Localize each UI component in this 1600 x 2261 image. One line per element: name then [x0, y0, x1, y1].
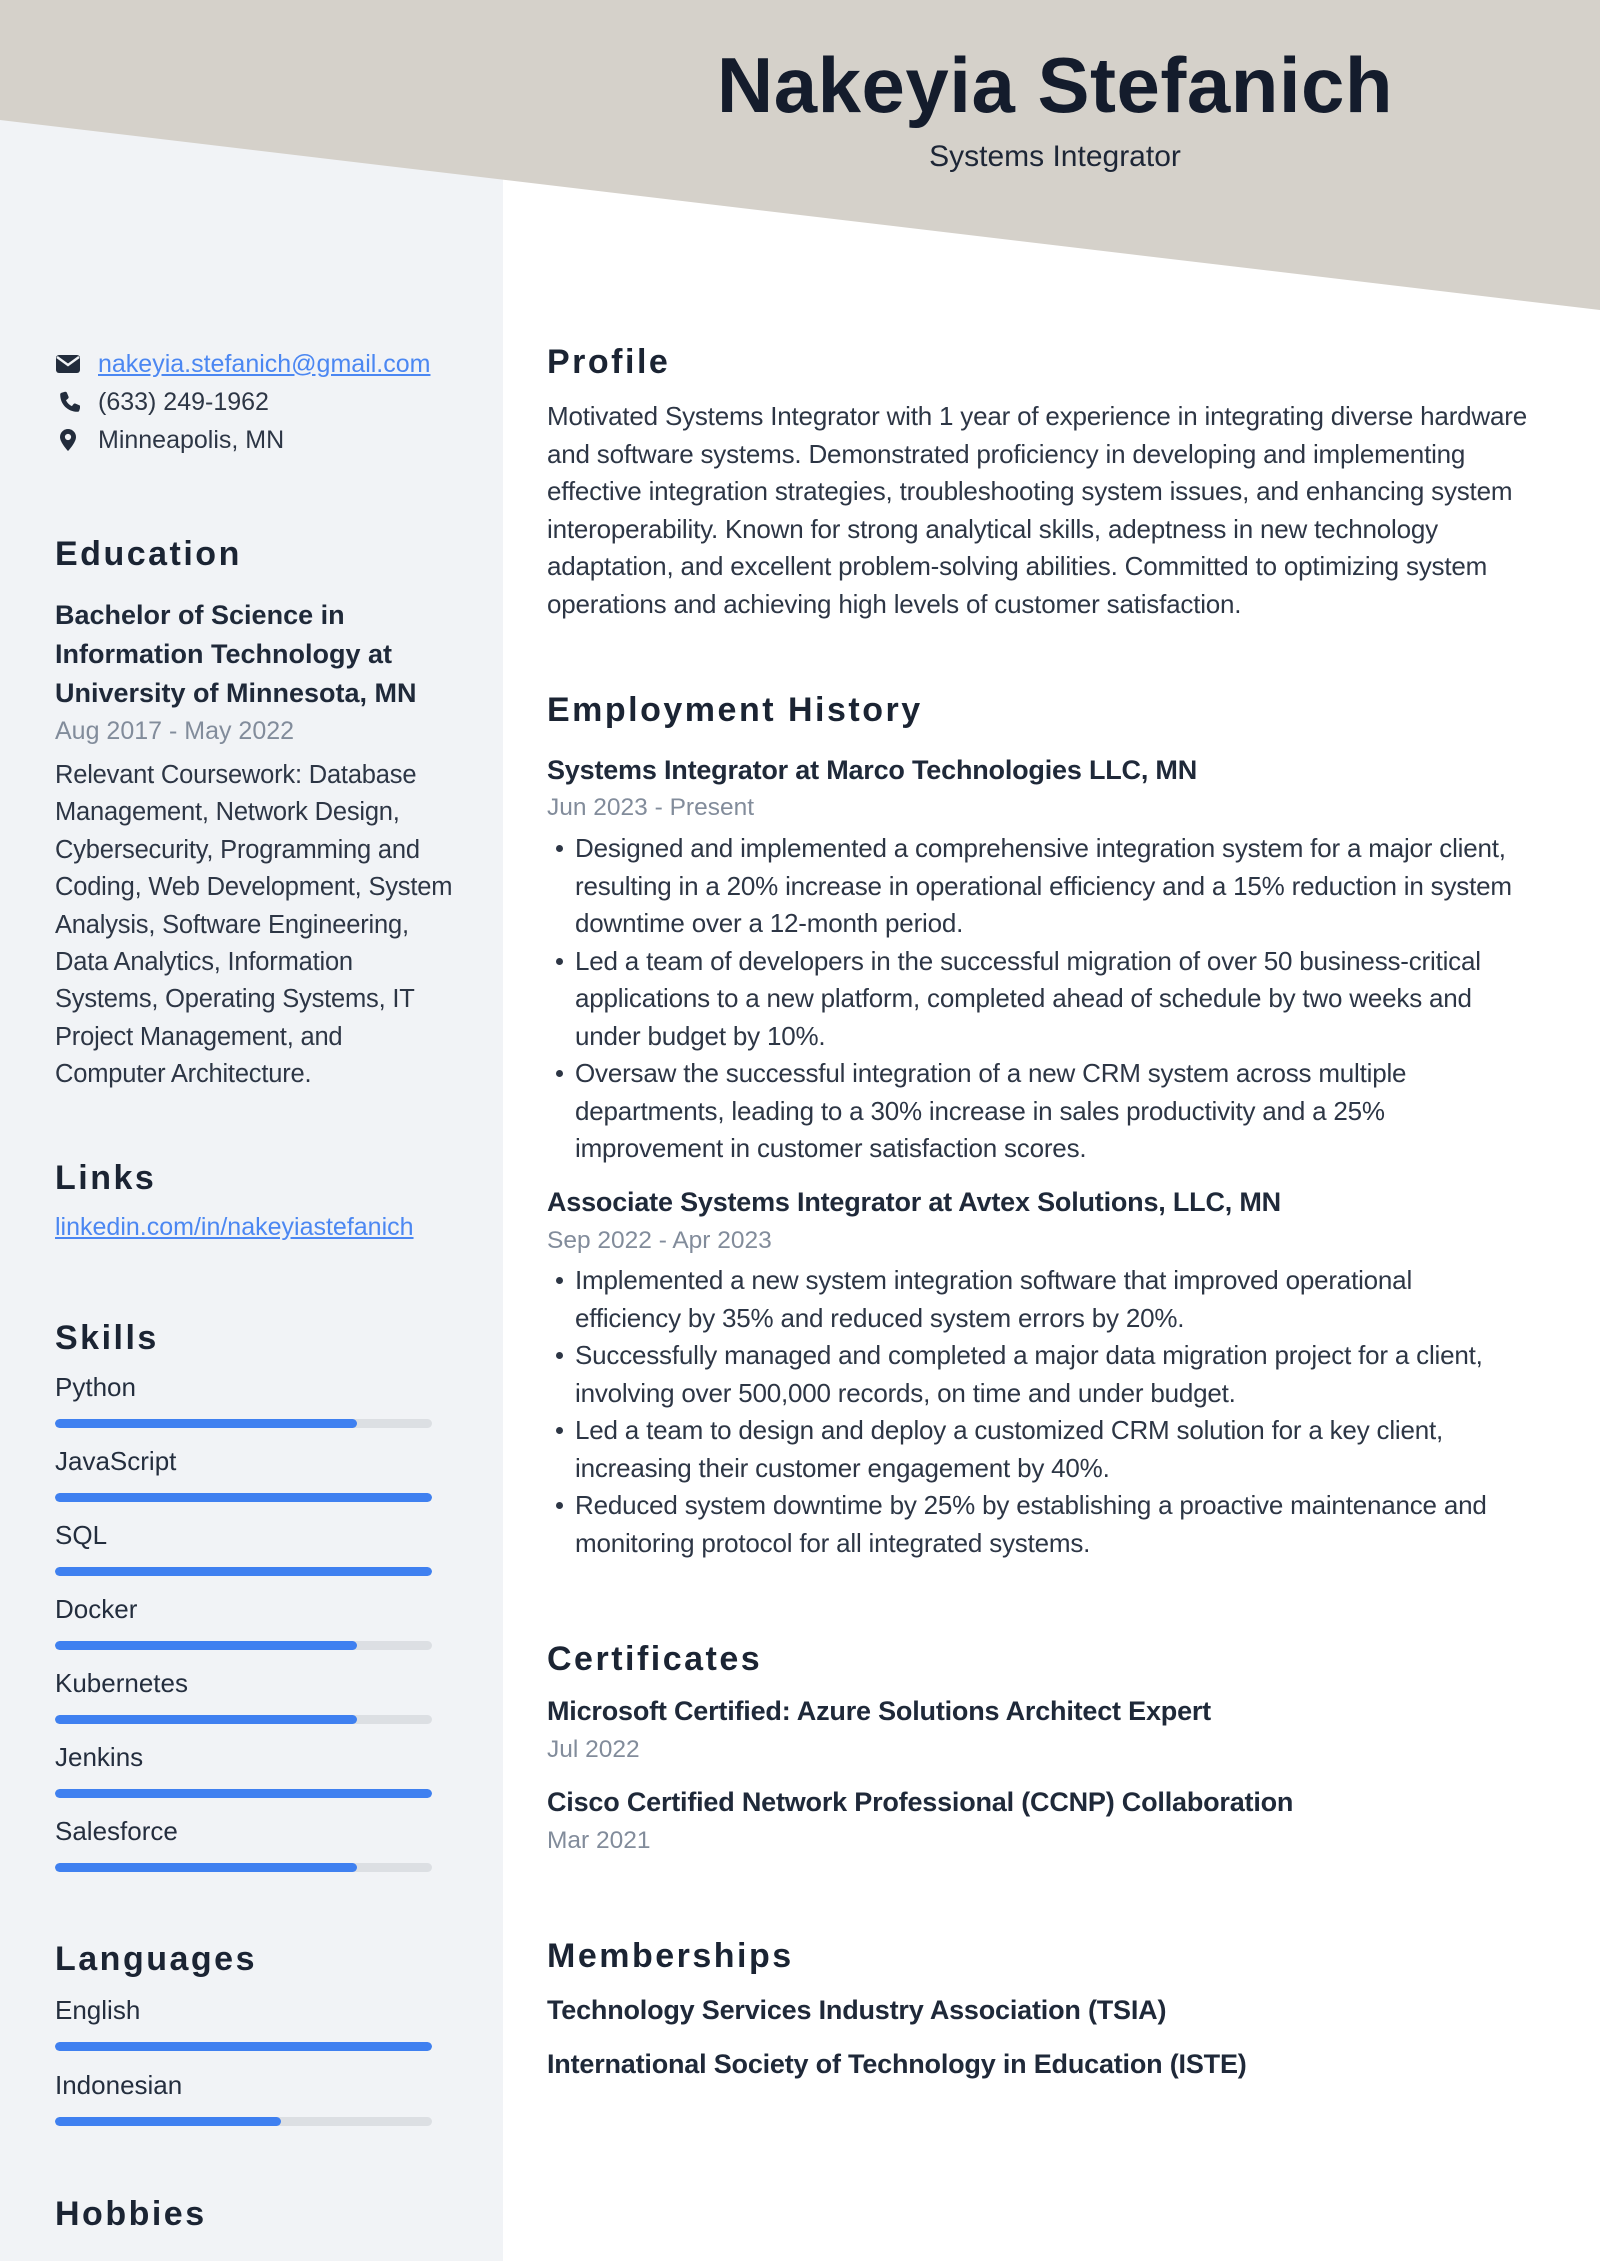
skill-bar-track: [55, 1641, 432, 1650]
profile-heading: Profile: [547, 343, 671, 381]
sidebar-background: [0, 0, 503, 2261]
certificate-title: Microsoft Certified: Azure Solutions Architect Expert: [547, 1696, 1211, 1726]
skill-bar-track: [55, 1419, 432, 1428]
skill-item: [55, 1742, 457, 1816]
education-heading: Education: [55, 535, 242, 573]
links-heading: Links: [55, 1159, 157, 1197]
skill-bar-fill: [55, 1493, 432, 1502]
language-bar-fill: [55, 2042, 432, 2051]
job-bullet-list: [547, 830, 1522, 1168]
education-coursework: Relevant Coursework: Database Management, Network Design, Cybersecurity, Programming and Coding, Web Development, System Analysis, Software Engineering, Data Analytics, Information Systems, Operating Systems, IT Project Management, and Computer Architecture.: [55, 761, 453, 1089]
skill-label: Docker: [55, 1594, 138, 1624]
skills-list: [55, 1372, 457, 1890]
skill-bar-track: [55, 1789, 432, 1798]
education-degree: Bachelor of Science in Information Technology at University of Minnesota, MN: [55, 600, 417, 708]
language-label: English: [55, 1995, 141, 2025]
phone-number: (633) 249-1962: [98, 387, 269, 416]
skill-label: JavaScript: [55, 1446, 177, 1476]
email-icon: [55, 351, 81, 377]
job-subtitle: Systems Integrator: [929, 140, 1181, 173]
location-text: Minneapolis, MN: [98, 425, 285, 454]
language-bar-fill: [55, 2117, 281, 2126]
skill-bar-track: [55, 1493, 432, 1502]
phone-icon: [55, 389, 81, 415]
linkedin-link[interactable]: linkedin.com/in/nakeyiastefanich: [55, 1213, 414, 1241]
membership-item: International Society of Technology in Education (ISTE): [547, 2049, 1247, 2079]
certificate-title: Cisco Certified Network Professional (CCNP) Collaboration: [547, 1787, 1294, 1817]
skill-item: [55, 1668, 457, 1742]
language-item: [55, 1995, 457, 2070]
employment-heading: Employment History: [547, 691, 923, 729]
job-title: Associate Systems Integrator at Avtex Solutions, LLC, MN: [547, 1187, 1281, 1217]
contact-phone-row: [55, 383, 457, 421]
skill-item: [55, 1816, 457, 1890]
job-bullet: Oversaw the successful integration of a new CRM system across multiple departments, leading to a 30% increase in sales productivity and a 25% improvement in customer satisfaction scores.: [547, 1055, 1522, 1168]
job-bullet: Designed and implemented a comprehensive integration system for a major client, resulting in a 20% increase in operational efficiency and a 15% reduction in system downtime over a 12-month period.: [547, 830, 1522, 943]
skill-bar-fill: [55, 1567, 432, 1576]
job-dates: Jun 2023 - Present: [547, 794, 755, 821]
education-dates: Aug 2017 - May 2022: [55, 717, 295, 745]
languages-heading: Languages: [55, 1940, 257, 1978]
skill-bar-track: [55, 1863, 432, 1872]
job-bullet: Led a team of developers in the successful migration of over 50 business-critical applications to a new platform, completed ahead of schedule by two weeks and under budget by 10%.: [547, 943, 1522, 1056]
contact-email-row: [55, 345, 457, 383]
job-title: Systems Integrator at Marco Technologies LLC, MN: [547, 755, 1198, 785]
skill-bar-fill: [55, 1641, 357, 1650]
memberships-heading: Memberships: [547, 1937, 794, 1975]
page-title: Nakeyia Stefanich: [716, 41, 1394, 129]
hobbies-heading: Hobbies: [55, 2195, 207, 2233]
location-pin-icon: [55, 427, 81, 453]
contact-block: [55, 345, 457, 459]
job-bullet: Led a team to design and deploy a customized CRM solution for a key client, increasing their customer engagement by 40%.: [547, 1412, 1522, 1487]
skills-heading: Skills: [55, 1319, 159, 1357]
job-bullet: Reduced system downtime by 25% by establishing a proactive maintenance and monitoring protocol for all integrated systems.: [547, 1487, 1522, 1562]
job-dates: Sep 2022 - Apr 2023: [547, 1227, 772, 1254]
job-bullet-list: [547, 1262, 1522, 1562]
languages-list: [55, 1995, 457, 2145]
skill-item: [55, 1446, 457, 1520]
skill-label: SQL: [55, 1520, 108, 1550]
skill-label: Kubernetes: [55, 1668, 188, 1698]
skill-bar-fill: [55, 1789, 432, 1798]
skill-item: [55, 1594, 457, 1668]
skill-bar-fill: [55, 1419, 357, 1428]
job-bullet: Implemented a new system integration software that improved operational efficiency by 35% and reduced system errors by 20%.: [547, 1262, 1522, 1337]
certificate-date: Mar 2021: [547, 1827, 651, 1854]
language-label: Indonesian: [55, 2070, 183, 2100]
certificates-heading: Certificates: [547, 1640, 763, 1678]
skill-label: Jenkins: [55, 1742, 144, 1772]
email-link-wrap: [98, 350, 430, 379]
skill-label: Python: [55, 1372, 136, 1402]
skill-label: Salesforce: [55, 1816, 178, 1846]
skill-bar-fill: [55, 1863, 357, 1872]
certificate-date: Jul 2022: [547, 1736, 640, 1763]
skill-item: [55, 1520, 457, 1594]
links-list: [55, 1212, 457, 1242]
profile-text: Motivated Systems Integrator with 1 year of experience in integrating diverse hardware and software systems. Demonstrated proficiency in developing and implementing effective integration strategies, troubleshooting system issues, and enhancing system interoperability. Known for strong analytical skills, adeptness in new technology adaptation, and excellent problem-solving abilities. Committed to optimizing system operations and achieving high levels of customer satisfaction.: [547, 401, 1527, 619]
job-bullet: Successfully managed and completed a major data migration project for a client, involving over 500,000 records, on time and under budget.: [547, 1337, 1522, 1412]
skill-item: [55, 1372, 457, 1446]
skill-bar-track: [55, 1715, 432, 1724]
contact-location-row: [55, 421, 457, 459]
email-link[interactable]: nakeyia.stefanich@gmail.com: [98, 349, 431, 378]
language-bar-track: [55, 2117, 432, 2126]
skill-bar-fill: [55, 1715, 357, 1724]
language-item: [55, 2070, 457, 2145]
skill-bar-track: [55, 1567, 432, 1576]
membership-item: Technology Services Industry Association (TSIA): [547, 1995, 1167, 2025]
language-bar-track: [55, 2042, 432, 2051]
